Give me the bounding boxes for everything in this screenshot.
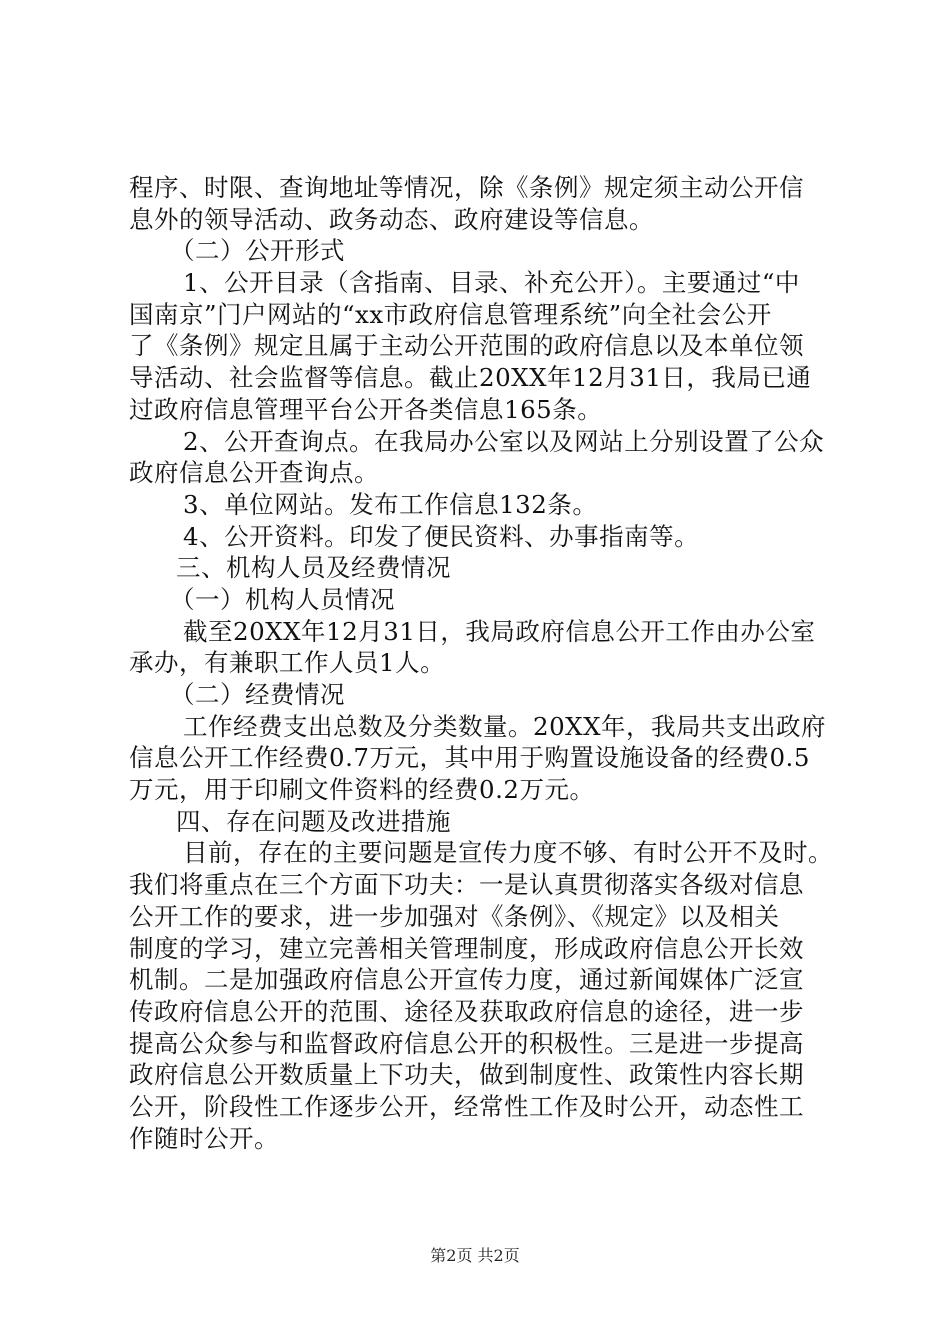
body-line: 过政府信息管理平台公开各类信息165条。 [129, 394, 603, 424]
page-number-footer: 第2页 共2页 [430, 1246, 520, 1265]
subsection-heading: （一）机构人员情况 [170, 584, 395, 614]
section-heading: 三、机构人员及经费情况 [176, 553, 451, 583]
body-line: 机制。二是加强政府信息公开宣传力度，通过新闻媒体广泛宣 [129, 965, 804, 995]
paragraph-start: 工作经费支出总数及分类数量。20XX年，我局共支出政府 [183, 711, 827, 741]
body-line: 政府信息公开查询点。 [129, 458, 379, 488]
body-line: 了《条例》规定且属于主动公开范围的政府信息以及本单位领 [129, 331, 804, 361]
body-line: 信息公开工作经费0.7万元，其中用于购置设施设备的经费0.5 [129, 743, 810, 773]
paragraph-start: 4、公开资料。印发了便民资料、办事指南等。 [183, 521, 700, 551]
body-line: 公开，阶段性工作逐步公开，经常性工作及时公开，动态性工 [129, 1091, 804, 1121]
body-line: 万元，用于印刷文件资料的经费0.2万元。 [129, 775, 595, 805]
body-line: 导活动、社会监督等信息。截止20XX年12月31日，我局已通 [129, 363, 812, 393]
paragraph-start: 2、公开查询点。在我局办公室以及网站上分别设置了公众 [183, 426, 825, 456]
body-line: 我们将重点在三个方面下功夫：一是认真贯彻落实各级对信息 [129, 870, 804, 900]
paragraph-start: 目前，存在的主要问题是宣传力度不够、有时公开不及时。 [183, 838, 833, 868]
body-line: 传政府信息公开的范围、途径及获取政府信息的途径，进一步 [129, 996, 804, 1026]
paragraph-start: 截至20XX年12月31日，我局政府信息公开工作由办公室 [183, 616, 816, 646]
body-line: 息外的领导活动、政务动态、政府建设等信息。 [129, 204, 654, 234]
body-line: 政府信息公开数质量上下功夫，做到制度性、政策性内容长期 [129, 1060, 804, 1090]
body-line: 承办，有兼职工作人员1人。 [129, 648, 446, 678]
body-line: 程序、时限、查询地址等情况，除《条例》规定须主动公开信 [129, 173, 804, 202]
body-line: 作随时公开。 [129, 1123, 279, 1153]
paragraph-start: 3、单位网站。发布工作信息132条。 [183, 489, 598, 519]
subsection-heading: （二）公开形式 [170, 236, 345, 266]
body-line: 提高公众参与和监督政府信息公开的积极性。三是进一步提高 [129, 1028, 804, 1058]
body-line: 制度的学习，建立完善相关管理制度，形成政府信息公开长效 [129, 933, 804, 963]
body-line: 国南京”门户网站的“xx市政府信息管理系统”向全社会公开 [129, 299, 772, 329]
subsection-heading: （二）经费情况 [170, 680, 345, 709]
document-body [129, 172, 834, 1154]
section-heading: 四、存在问题及改进措施 [176, 806, 451, 836]
body-line: 公开工作的要求，进一步加强对《条例》、《规定》以及相关 [129, 901, 780, 931]
paragraph-start: 1、公开目录（含指南、目录、补充公开）。主要通过“中 [183, 268, 800, 298]
